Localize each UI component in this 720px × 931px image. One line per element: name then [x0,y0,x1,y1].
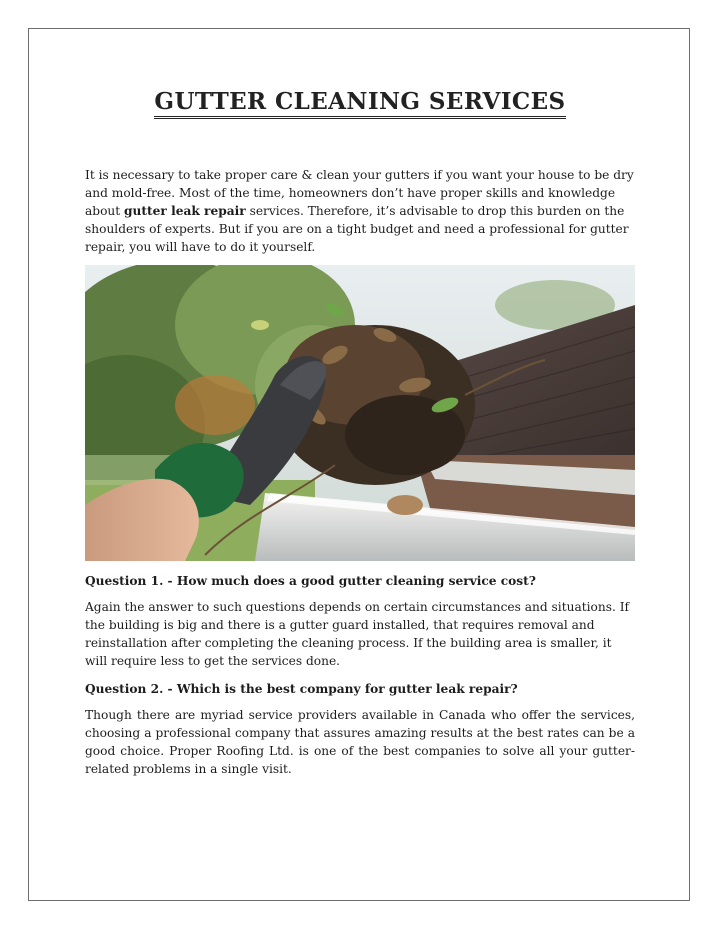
intro-paragraph [85,166,635,256]
page-title [0,88,720,115]
intro-text-start: It is necessary to take proper care & clean your gutters if you want your house to be dry and mold-free. Most of the time, homeowners don’t have proper skills and knowledge about [85,168,634,218]
intro-keyword-link: gutter leak repair [124,204,246,218]
question-2-heading: Question 2. - Which is the best company for gutter leak repair? [85,682,518,696]
answer-1-paragraph: Again the answer to such questions depends on certain circumstances and situations. If the building is big and there is a gutter guard installed, that requires removal and reinstallation after completing the cleaning process. If the building area is smaller, it will require less to get the services done. [85,600,630,668]
question-1-heading: Question 1. - How much does a good gutter cleaning service cost? [85,574,536,588]
intro-text-end: services. Therefore, it’s advisable to drop this burden on the shoulders of experts. But if you are on a tight budget and need a professional for gutter repair, you will have to do it yourself. [85,204,629,254]
gutter-cleaning-photo [85,265,635,561]
page-title-text: GUTTER CLEANING SERVICES [154,88,565,119]
answer-2-paragraph: Though there are myriad service providers available in Canada who offer the services, choosing a professional company that assures amazing results at the best rates can be a good choice. Proper Roofing Ltd. is one of the best companies to solve all your gutter-related problems in a single visit. [85,708,635,776]
